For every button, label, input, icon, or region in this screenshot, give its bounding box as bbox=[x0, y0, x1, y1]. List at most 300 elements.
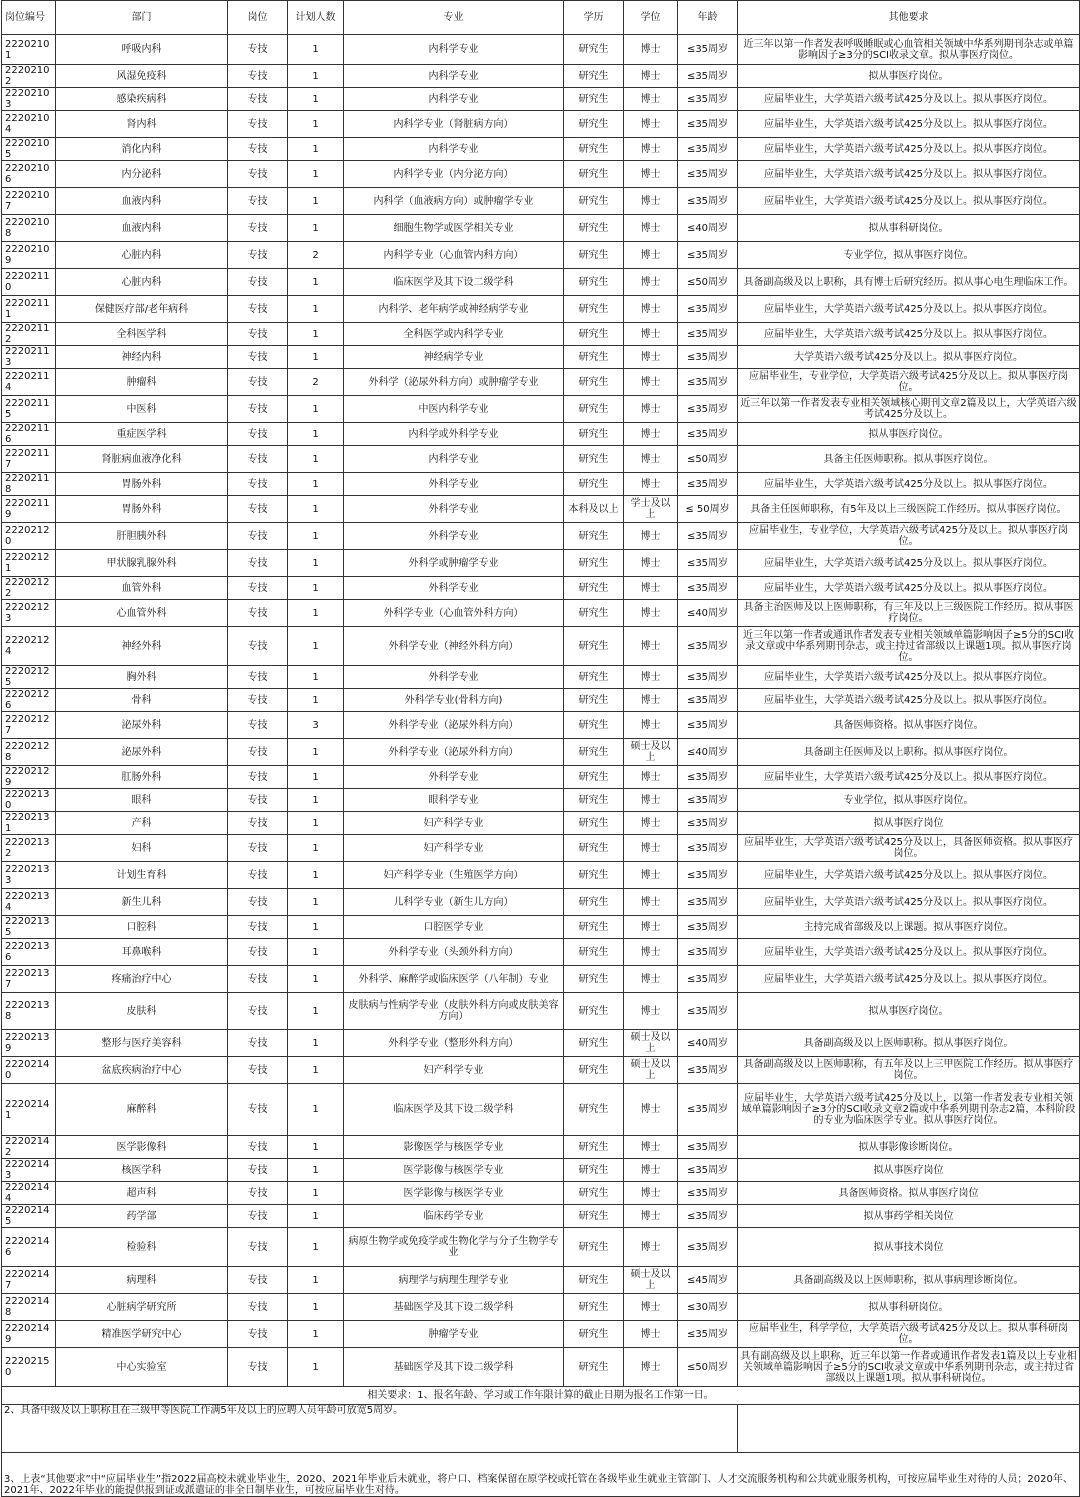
cell-count: 1 bbox=[288, 889, 344, 916]
cell-post: 专技 bbox=[228, 1182, 288, 1205]
cell-age: ≤35周岁 bbox=[678, 65, 738, 88]
cell-count: 1 bbox=[288, 473, 344, 496]
cell-age: ≤35周岁 bbox=[678, 993, 738, 1030]
cell-department: 精准医学研究中心 bbox=[56, 1321, 228, 1348]
table-row bbox=[2, 242, 1080, 269]
cell-degree: 博士 bbox=[624, 1159, 678, 1182]
cell-major: 临床药学专业 bbox=[344, 1205, 564, 1228]
cell-education: 研究生 bbox=[564, 862, 624, 889]
cell-requirements: 拟从事医疗岗位 bbox=[738, 1159, 1080, 1182]
header-cell: 岗位 bbox=[228, 1, 288, 35]
cell-age: ≤35周岁 bbox=[678, 889, 738, 916]
cell-post: 专技 bbox=[228, 862, 288, 889]
cell-id: 22202109 bbox=[2, 242, 56, 269]
cell-degree: 博士 bbox=[624, 916, 678, 939]
cell-major: 外科学专业 bbox=[344, 766, 564, 789]
cell-count: 1 bbox=[288, 1348, 344, 1387]
cell-count: 1 bbox=[288, 496, 344, 523]
cell-post: 专技 bbox=[228, 889, 288, 916]
cell-count: 1 bbox=[288, 916, 344, 939]
cell-age: ≤35周岁 bbox=[678, 712, 738, 739]
cell-department: 心脏内科 bbox=[56, 269, 228, 296]
cell-major: 外科学专业（泌尿外科方向） bbox=[344, 739, 564, 766]
table-row bbox=[2, 188, 1080, 215]
cell-education: 研究生 bbox=[564, 1057, 624, 1084]
cell-education: 研究生 bbox=[564, 423, 624, 446]
cell-education: 研究生 bbox=[564, 889, 624, 916]
cell-post: 专技 bbox=[228, 473, 288, 496]
cell-id: 22202149 bbox=[2, 1321, 56, 1348]
cell-department: 保健医疗部/老年病科 bbox=[56, 296, 228, 323]
cell-major: 细胞生物学或医学相关专业 bbox=[344, 215, 564, 242]
cell-id: 22202126 bbox=[2, 689, 56, 712]
cell-department: 甲状腺乳腺外科 bbox=[56, 550, 228, 577]
header-row bbox=[2, 1, 1080, 35]
cell-requirements: 专业学位，拟从事医疗岗位。 bbox=[738, 789, 1080, 812]
cell-age: ≤40周岁 bbox=[678, 1030, 738, 1057]
cell-id: 22202115 bbox=[2, 396, 56, 423]
cell-degree: 博士 bbox=[624, 812, 678, 835]
cell-department: 肿瘤科 bbox=[56, 369, 228, 396]
cell-age: ≤40周岁 bbox=[678, 600, 738, 627]
cell-education: 研究生 bbox=[564, 739, 624, 766]
cell-count: 1 bbox=[288, 966, 344, 993]
cell-department: 中医科 bbox=[56, 396, 228, 423]
table-row bbox=[2, 916, 1080, 939]
cell-requirements: 具有副高级及以上职称，近三年以第一作者或通讯作者发表1篇及以上专业相关领域单篇影响因子≥5分的SCI收录文章或中华系列期刊杂志，或主持过省部级以上课题1项。拟从事科研岗位。 bbox=[738, 1348, 1080, 1387]
cell-post: 专技 bbox=[228, 966, 288, 993]
cell-education: 研究生 bbox=[564, 666, 624, 689]
cell-post: 专技 bbox=[228, 789, 288, 812]
header-cell: 专业 bbox=[344, 1, 564, 35]
cell-age: ≤35周岁 bbox=[678, 523, 738, 550]
table-row bbox=[2, 111, 1080, 138]
cell-requirements: 应届毕业生，大学英语六级考试425分及以上。拟从事医疗岗位。 bbox=[738, 577, 1080, 600]
cell-degree: 博士 bbox=[624, 161, 678, 188]
cell-count: 1 bbox=[288, 111, 344, 138]
cell-requirements: 具备副高级及以上医师职称，有五年及以上三甲医院工作经历。拟从事医疗岗位。 bbox=[738, 1057, 1080, 1084]
table-row bbox=[2, 1159, 1080, 1182]
cell-requirements: 应届毕业生，专业学位，大学英语六级考试425分及以上。拟从事医疗岗位。 bbox=[738, 523, 1080, 550]
cell-id: 22202127 bbox=[2, 712, 56, 739]
cell-degree: 博士 bbox=[624, 1182, 678, 1205]
cell-degree: 博士 bbox=[624, 423, 678, 446]
cell-id: 22202110 bbox=[2, 269, 56, 296]
cell-id: 22202133 bbox=[2, 862, 56, 889]
cell-requirements: 应届毕业生，大学英语六级考试425分及以上。拟从事医疗岗位。 bbox=[738, 862, 1080, 889]
cell-education: 研究生 bbox=[564, 473, 624, 496]
cell-age: ≤35周岁 bbox=[678, 550, 738, 577]
cell-major: 眼科学专业 bbox=[344, 789, 564, 812]
table-row bbox=[2, 446, 1080, 473]
table-row bbox=[2, 1321, 1080, 1348]
cell-education: 研究生 bbox=[564, 269, 624, 296]
cell-degree: 博士 bbox=[624, 269, 678, 296]
cell-degree: 博士 bbox=[624, 966, 678, 993]
cell-post: 专技 bbox=[228, 1057, 288, 1084]
cell-post: 专技 bbox=[228, 65, 288, 88]
cell-degree: 博士 bbox=[624, 939, 678, 966]
cell-education: 研究生 bbox=[564, 396, 624, 423]
cell-requirements: 应届毕业生，大学英语六级考试425分及以上。拟从事医疗岗位。 bbox=[738, 766, 1080, 789]
cell-age: ≤50周岁 bbox=[678, 1348, 738, 1387]
cell-count: 1 bbox=[288, 323, 344, 346]
cell-major: 病理学与病理生理学专业 bbox=[344, 1267, 564, 1294]
cell-department: 心脏内科 bbox=[56, 242, 228, 269]
cell-department: 肛肠外科 bbox=[56, 766, 228, 789]
cell-requirements: 具备副主任医师及以上职称。拟从事医疗岗位。 bbox=[738, 739, 1080, 766]
cell-count: 1 bbox=[288, 835, 344, 862]
cell-major: 肿瘤学专业 bbox=[344, 1321, 564, 1348]
cell-department: 呼吸内科 bbox=[56, 35, 228, 65]
cell-degree: 博士 bbox=[624, 712, 678, 739]
cell-count: 1 bbox=[288, 812, 344, 835]
cell-major: 外科学专业 bbox=[344, 666, 564, 689]
cell-major: 神经病学专业 bbox=[344, 346, 564, 369]
cell-major: 内科学专业（肾脏病方向） bbox=[344, 111, 564, 138]
cell-degree: 博士 bbox=[624, 577, 678, 600]
cell-department: 妇科 bbox=[56, 835, 228, 862]
cell-degree: 博士 bbox=[624, 1228, 678, 1267]
cell-education: 研究生 bbox=[564, 1294, 624, 1321]
cell-major: 临床医学及其下设二级学科 bbox=[344, 269, 564, 296]
cell-age: ≤35周岁 bbox=[678, 939, 738, 966]
cell-id: 22202134 bbox=[2, 889, 56, 916]
cell-education: 研究生 bbox=[564, 1267, 624, 1294]
cell-degree: 博士 bbox=[624, 550, 678, 577]
cell-requirements: 近三年以第一作者发表专业相关领域核心期刊文章2篇及以上，大学英语六级考试425分及以上。 bbox=[738, 396, 1080, 423]
cell-department: 泌尿外科 bbox=[56, 712, 228, 739]
cell-count: 1 bbox=[288, 1182, 344, 1205]
cell-department: 骨科 bbox=[56, 689, 228, 712]
cell-department: 超声科 bbox=[56, 1182, 228, 1205]
table-row bbox=[2, 1030, 1080, 1057]
table-row bbox=[2, 523, 1080, 550]
cell-education: 研究生 bbox=[564, 369, 624, 396]
cell-degree: 博士 bbox=[624, 766, 678, 789]
cell-major: 全科医学或内科学专业 bbox=[344, 323, 564, 346]
table-row bbox=[2, 600, 1080, 627]
cell-degree: 硕士及以上 bbox=[624, 1030, 678, 1057]
table-row bbox=[2, 1182, 1080, 1205]
cell-degree: 博士 bbox=[624, 993, 678, 1030]
cell-id: 22202145 bbox=[2, 1205, 56, 1228]
cell-requirements: 拟从事影像诊断岗位。 bbox=[738, 1136, 1080, 1159]
table-row bbox=[2, 1205, 1080, 1228]
note-row-1 bbox=[2, 1387, 1080, 1405]
cell-department: 血管外科 bbox=[56, 577, 228, 600]
cell-department: 药学部 bbox=[56, 1205, 228, 1228]
cell-education: 研究生 bbox=[564, 1348, 624, 1387]
cell-id: 22202125 bbox=[2, 666, 56, 689]
cell-count: 2 bbox=[288, 242, 344, 269]
cell-age: ≤35周岁 bbox=[678, 88, 738, 111]
cell-degree: 博士 bbox=[624, 242, 678, 269]
cell-education: 研究生 bbox=[564, 789, 624, 812]
cell-id: 22202108 bbox=[2, 215, 56, 242]
cell-post: 专技 bbox=[228, 1084, 288, 1136]
cell-id: 22202137 bbox=[2, 966, 56, 993]
cell-post: 专技 bbox=[228, 296, 288, 323]
cell-major: 外科学、麻醉学或临床医学（八年制）专业 bbox=[344, 966, 564, 993]
cell-post: 专技 bbox=[228, 1159, 288, 1182]
cell-count: 1 bbox=[288, 1057, 344, 1084]
table-row bbox=[2, 1084, 1080, 1136]
cell-degree: 博士 bbox=[624, 473, 678, 496]
cell-post: 专技 bbox=[228, 766, 288, 789]
header-cell: 其他要求 bbox=[738, 1, 1080, 35]
table-row bbox=[2, 323, 1080, 346]
cell-education: 研究生 bbox=[564, 627, 624, 666]
cell-age: ≤40周岁 bbox=[678, 215, 738, 242]
cell-age: ≤50周岁 bbox=[678, 269, 738, 296]
cell-major: 外科学专业 bbox=[344, 473, 564, 496]
cell-requirements: 应届毕业生，专业学位，大学英语六级考试425分及以上。拟从事医疗岗位。 bbox=[738, 369, 1080, 396]
cell-count: 1 bbox=[288, 35, 344, 65]
cell-education: 研究生 bbox=[564, 161, 624, 188]
cell-major: 外科学专业（整形外科方向） bbox=[344, 1030, 564, 1057]
cell-post: 专技 bbox=[228, 666, 288, 689]
table-row bbox=[2, 473, 1080, 496]
table-row bbox=[2, 88, 1080, 111]
cell-department: 神经外科 bbox=[56, 627, 228, 666]
cell-age: ≤35周岁 bbox=[678, 296, 738, 323]
header-cell: 学位 bbox=[624, 1, 678, 35]
cell-id: 22202101 bbox=[2, 35, 56, 65]
cell-age: ≤35周岁 bbox=[678, 812, 738, 835]
cell-count: 1 bbox=[288, 600, 344, 627]
cell-department: 病理科 bbox=[56, 1267, 228, 1294]
cell-count: 1 bbox=[288, 939, 344, 966]
table-row bbox=[2, 712, 1080, 739]
cell-major: 医学影像与核医学专业 bbox=[344, 1182, 564, 1205]
cell-education: 研究生 bbox=[564, 939, 624, 966]
cell-education: 研究生 bbox=[564, 111, 624, 138]
header-cell: 岗位编号 bbox=[2, 1, 56, 35]
cell-post: 专技 bbox=[228, 523, 288, 550]
cell-requirements: 具备医师资格。拟从事医疗岗位。 bbox=[738, 712, 1080, 739]
cell-requirements: 应届毕业生，大学英语六级考试425分及以上。拟从事医疗岗位。 bbox=[738, 550, 1080, 577]
note-1: 相关要求：1、报名年龄、学习或工作年限计算的截止日期为报名工作第一日。 bbox=[2, 1387, 1080, 1405]
cell-degree: 博士 bbox=[624, 138, 678, 161]
cell-requirements: 应届毕业生，大学英语六级考试425分及以上。拟从事医疗岗位。 bbox=[738, 88, 1080, 111]
cell-id: 22202141 bbox=[2, 1084, 56, 1136]
table-row bbox=[2, 296, 1080, 323]
cell-requirements: 应届毕业生，大学英语六级考试425分及以上。拟从事医疗岗位。 bbox=[738, 296, 1080, 323]
cell-education: 本科及以上 bbox=[564, 496, 624, 523]
table-row bbox=[2, 1228, 1080, 1267]
table-row bbox=[2, 812, 1080, 835]
cell-id: 22202147 bbox=[2, 1267, 56, 1294]
cell-education: 研究生 bbox=[564, 346, 624, 369]
cell-degree: 硕士及以上 bbox=[624, 739, 678, 766]
cell-department: 耳鼻喉科 bbox=[56, 939, 228, 966]
cell-degree: 博士 bbox=[624, 862, 678, 889]
cell-education: 研究生 bbox=[564, 296, 624, 323]
cell-degree: 博士 bbox=[624, 789, 678, 812]
cell-age: ≤35周岁 bbox=[678, 966, 738, 993]
table-row bbox=[2, 369, 1080, 396]
cell-department: 胃肠外科 bbox=[56, 496, 228, 523]
cell-count: 1 bbox=[288, 1136, 344, 1159]
cell-department: 内分泌科 bbox=[56, 161, 228, 188]
cell-department: 整形与医疗美容科 bbox=[56, 1030, 228, 1057]
cell-count: 2 bbox=[288, 369, 344, 396]
positions-table bbox=[1, 0, 1080, 1497]
cell-department: 检验科 bbox=[56, 1228, 228, 1267]
cell-major: 内科学专业 bbox=[344, 65, 564, 88]
cell-major: 外科学专业（泌尿外科方向） bbox=[344, 712, 564, 739]
cell-count: 1 bbox=[288, 1228, 344, 1267]
cell-age: ≤35周岁 bbox=[678, 35, 738, 65]
cell-requirements: 拟从事药学相关岗位 bbox=[738, 1205, 1080, 1228]
cell-major: 影像医学与核医学专业 bbox=[344, 1136, 564, 1159]
cell-id: 22202118 bbox=[2, 473, 56, 496]
cell-count: 1 bbox=[288, 1205, 344, 1228]
cell-degree: 博士 bbox=[624, 215, 678, 242]
cell-post: 专技 bbox=[228, 215, 288, 242]
cell-id: 22202144 bbox=[2, 1182, 56, 1205]
cell-requirements: 拟从事科研岗位。 bbox=[738, 215, 1080, 242]
table-row bbox=[2, 993, 1080, 1030]
cell-post: 专技 bbox=[228, 1348, 288, 1387]
cell-post: 专技 bbox=[228, 88, 288, 111]
table-row bbox=[2, 1294, 1080, 1321]
cell-age: ≤35周岁 bbox=[678, 1205, 738, 1228]
cell-major: 外科学（泌尿外科方向）或肿瘤学专业 bbox=[344, 369, 564, 396]
cell-education: 研究生 bbox=[564, 1030, 624, 1057]
cell-department: 麻醉科 bbox=[56, 1084, 228, 1136]
cell-education: 研究生 bbox=[564, 835, 624, 862]
cell-department: 血液内科 bbox=[56, 188, 228, 215]
cell-post: 专技 bbox=[228, 423, 288, 446]
cell-major: 外科学或肿瘤学专业 bbox=[344, 550, 564, 577]
cell-degree: 博士 bbox=[624, 188, 678, 215]
cell-age: ≤35周岁 bbox=[678, 1084, 738, 1136]
cell-age: ≤35周岁 bbox=[678, 369, 738, 396]
cell-major: 内科学、老年病学或神经病学专业 bbox=[344, 296, 564, 323]
cell-count: 1 bbox=[288, 296, 344, 323]
cell-education: 研究生 bbox=[564, 1159, 624, 1182]
cell-department: 核医学科 bbox=[56, 1159, 228, 1182]
cell-post: 专技 bbox=[228, 346, 288, 369]
cell-count: 1 bbox=[288, 1321, 344, 1348]
cell-age: ≤35周岁 bbox=[678, 161, 738, 188]
cell-degree: 博士 bbox=[624, 1205, 678, 1228]
cell-requirements: 应届毕业生，大学英语六级考试425分及以上。拟从事医疗岗位。 bbox=[738, 138, 1080, 161]
cell-requirements: 应届毕业生，大学英语六级考试425分及以上。拟从事医疗岗位。 bbox=[738, 323, 1080, 346]
cell-count: 1 bbox=[288, 1084, 344, 1136]
cell-major: 妇产科学专业 bbox=[344, 1057, 564, 1084]
cell-id: 22202146 bbox=[2, 1228, 56, 1267]
cell-department: 风湿免疫科 bbox=[56, 65, 228, 88]
cell-degree: 硕士及以上 bbox=[624, 1267, 678, 1294]
cell-education: 研究生 bbox=[564, 712, 624, 739]
header-cell: 年龄 bbox=[678, 1, 738, 35]
cell-age: ≤35周岁 bbox=[678, 423, 738, 446]
cell-department: 感染疾病科 bbox=[56, 88, 228, 111]
cell-requirements: 应届毕业生，大学英语六级考试425分及以上。拟从事医疗岗位。 bbox=[738, 161, 1080, 188]
cell-id: 22202119 bbox=[2, 496, 56, 523]
cell-major: 妇产科学专业 bbox=[344, 835, 564, 862]
cell-count: 1 bbox=[288, 1294, 344, 1321]
cell-education: 研究生 bbox=[564, 1205, 624, 1228]
cell-id: 22202117 bbox=[2, 446, 56, 473]
table-row bbox=[2, 766, 1080, 789]
cell-count: 1 bbox=[288, 766, 344, 789]
note-2: 2、具备中级及以上职称且在三级甲等医院工作满5年及以上的应聘人员年龄可放宽5周岁。 bbox=[2, 1405, 738, 1453]
cell-department: 肾内科 bbox=[56, 111, 228, 138]
cell-department: 新生儿科 bbox=[56, 889, 228, 916]
cell-education: 研究生 bbox=[564, 689, 624, 712]
cell-count: 1 bbox=[288, 161, 344, 188]
cell-count: 1 bbox=[288, 446, 344, 473]
table-row bbox=[2, 396, 1080, 423]
cell-education: 研究生 bbox=[564, 446, 624, 473]
cell-department: 肝胆胰外科 bbox=[56, 523, 228, 550]
cell-education: 研究生 bbox=[564, 35, 624, 65]
cell-count: 1 bbox=[288, 666, 344, 689]
cell-post: 专技 bbox=[228, 188, 288, 215]
cell-id: 22202102 bbox=[2, 65, 56, 88]
cell-id: 22202123 bbox=[2, 600, 56, 627]
cell-education: 研究生 bbox=[564, 215, 624, 242]
cell-degree: 博士 bbox=[624, 1136, 678, 1159]
cell-count: 1 bbox=[288, 88, 344, 111]
cell-major: 内科学专业 bbox=[344, 35, 564, 65]
table-row bbox=[2, 789, 1080, 812]
cell-education: 研究生 bbox=[564, 1228, 624, 1267]
table-row bbox=[2, 161, 1080, 188]
cell-major: 妇产科学专业（生殖医学方向） bbox=[344, 862, 564, 889]
cell-requirements: 大学英语六级考试425分及以上。拟从事医疗岗位。 bbox=[738, 346, 1080, 369]
cell-count: 1 bbox=[288, 789, 344, 812]
cell-department: 重症医学科 bbox=[56, 423, 228, 446]
cell-age: ≤30周岁 bbox=[678, 1294, 738, 1321]
cell-education: 研究生 bbox=[564, 916, 624, 939]
cell-degree: 博士 bbox=[624, 1348, 678, 1387]
cell-id: 22202111 bbox=[2, 296, 56, 323]
cell-degree: 博士 bbox=[624, 523, 678, 550]
cell-post: 专技 bbox=[228, 35, 288, 65]
cell-id: 22202104 bbox=[2, 111, 56, 138]
cell-count: 1 bbox=[288, 269, 344, 296]
cell-age: ≤35周岁 bbox=[678, 666, 738, 689]
cell-age: ≤35周岁 bbox=[678, 1057, 738, 1084]
cell-degree: 博士 bbox=[624, 346, 678, 369]
cell-id: 22202124 bbox=[2, 627, 56, 666]
cell-major: 外科学专业(骨科方向) bbox=[344, 689, 564, 712]
cell-major: 外科学专业（神经外科方向） bbox=[344, 627, 564, 666]
cell-requirements: 近三年以第一作者或通讯作者发表专业相关领域单篇影响因子≥5分的SCI收录文章或中华系列期刊杂志，或主持过省部级以上课题1项。拟从事医疗岗位。 bbox=[738, 627, 1080, 666]
cell-degree: 博士 bbox=[624, 666, 678, 689]
cell-count: 1 bbox=[288, 523, 344, 550]
cell-count: 3 bbox=[288, 712, 344, 739]
cell-major: 基础医学及其下设二级学科 bbox=[344, 1294, 564, 1321]
cell-requirements: 拟从事科研岗位。 bbox=[738, 1294, 1080, 1321]
cell-department: 胸外科 bbox=[56, 666, 228, 689]
header-cell: 部门 bbox=[56, 1, 228, 35]
cell-id: 22202130 bbox=[2, 789, 56, 812]
cell-department: 口腔科 bbox=[56, 916, 228, 939]
cell-id: 22202116 bbox=[2, 423, 56, 446]
cell-age: ≤35周岁 bbox=[678, 1182, 738, 1205]
cell-requirements: 具备副高级及以上职称，具有博士后研究经历。拟从事心电生理临床工作。 bbox=[738, 269, 1080, 296]
cell-department: 计划生育科 bbox=[56, 862, 228, 889]
cell-count: 1 bbox=[288, 627, 344, 666]
cell-id: 22202113 bbox=[2, 346, 56, 369]
cell-post: 专技 bbox=[228, 269, 288, 296]
